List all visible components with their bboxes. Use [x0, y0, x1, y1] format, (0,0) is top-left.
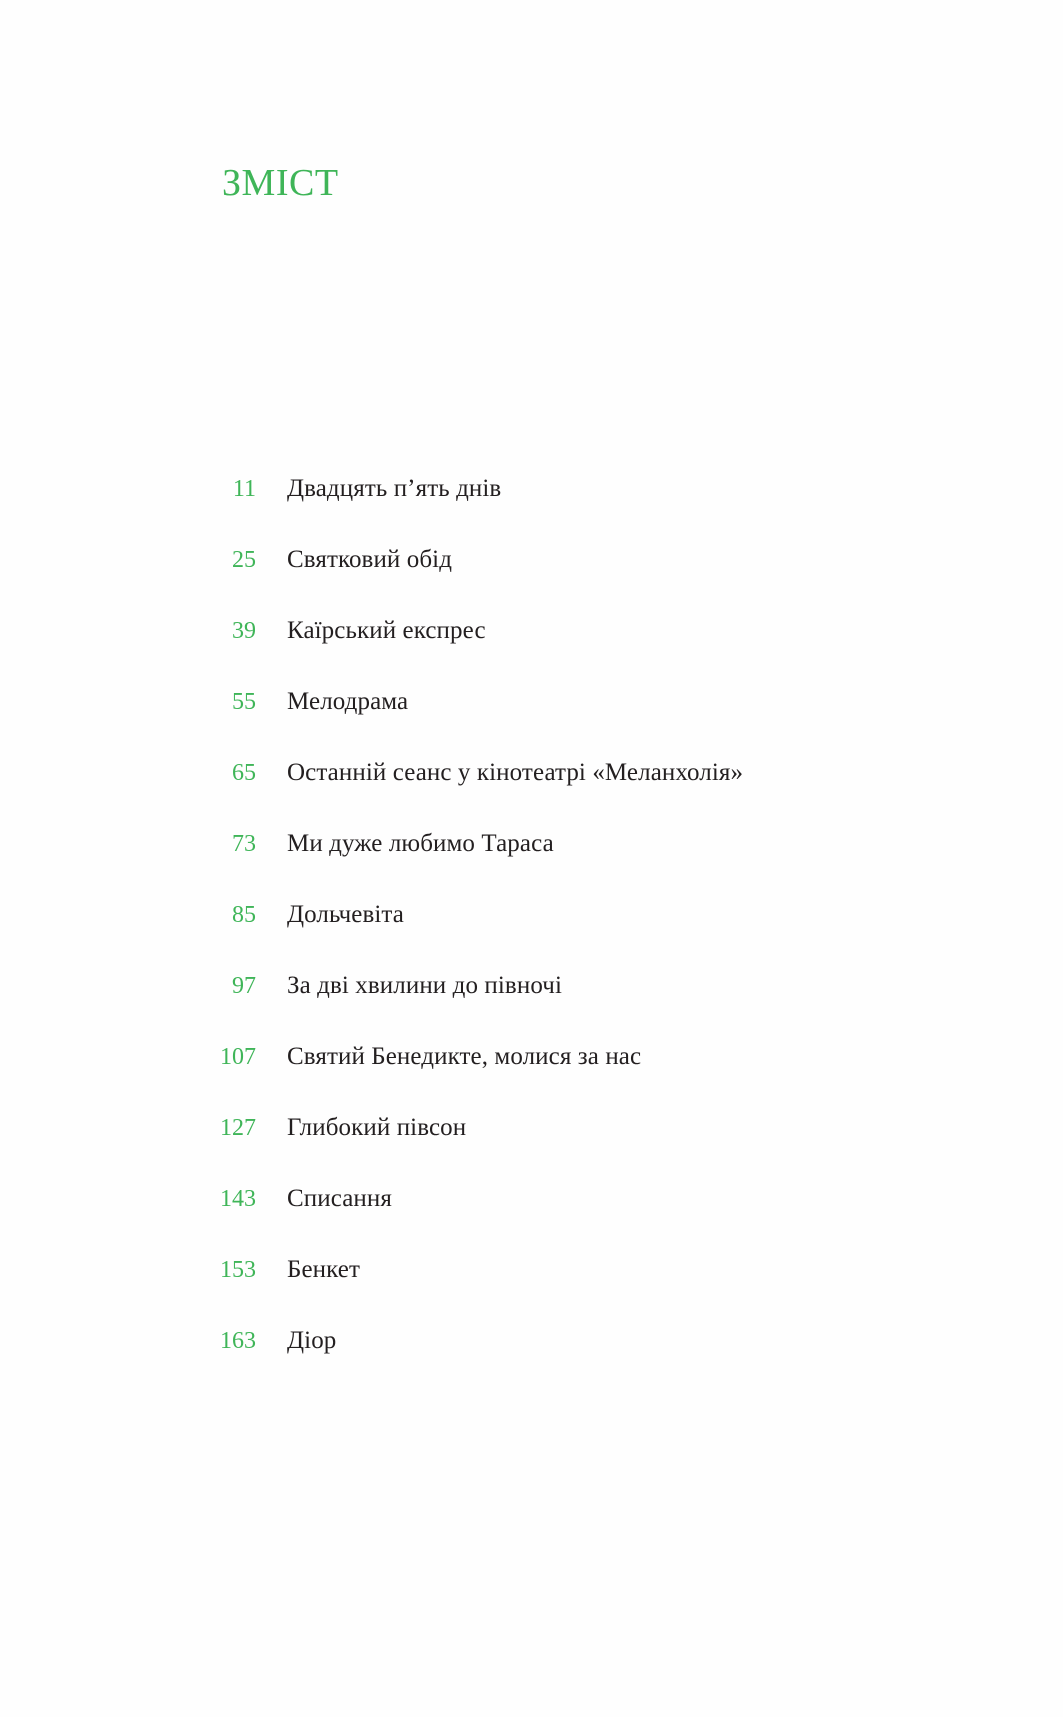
- toc-entry[interactable]: [0, 1324, 1063, 1395]
- toc-entry[interactable]: [0, 543, 1063, 614]
- toc-entry[interactable]: [0, 827, 1063, 898]
- toc-page-number: 85: [232, 902, 256, 928]
- toc-page-number: 73: [232, 831, 256, 857]
- toc-entry[interactable]: [0, 472, 1063, 543]
- toc-entry-title: Бенкет: [287, 1256, 360, 1283]
- toc-page-number: 39: [232, 618, 256, 644]
- toc-entry[interactable]: [0, 898, 1063, 969]
- toc-page-number: 25: [232, 547, 256, 573]
- toc-entry[interactable]: [0, 1182, 1063, 1253]
- toc-entry[interactable]: [0, 756, 1063, 827]
- table-of-contents-list: [0, 472, 1063, 1395]
- toc-entry-title: Дольчевіта: [287, 901, 404, 928]
- toc-entry[interactable]: [0, 969, 1063, 1040]
- toc-entry-title: Мелодрама: [287, 688, 409, 715]
- toc-page-number: 143: [220, 1186, 256, 1212]
- toc-entry-title: Ми дуже любимо Тараса: [287, 830, 554, 857]
- toc-entry-title: Діор: [287, 1327, 337, 1354]
- toc-entry[interactable]: [0, 614, 1063, 685]
- toc-entry[interactable]: [0, 1253, 1063, 1324]
- toc-entry-title: За дві хвилини до півночі: [287, 972, 562, 999]
- toc-page-number: 163: [220, 1328, 256, 1354]
- toc-entry-title: Списання: [287, 1185, 392, 1212]
- toc-page-number: 127: [220, 1115, 256, 1141]
- toc-entry[interactable]: [0, 1111, 1063, 1182]
- page-title: ЗМІСТ: [222, 162, 339, 204]
- toc-entry-title: Каїрський експрес: [287, 617, 486, 644]
- toc-entry[interactable]: [0, 1040, 1063, 1111]
- toc-entry[interactable]: [0, 685, 1063, 756]
- toc-page-number: 97: [232, 973, 256, 999]
- toc-page-number: 55: [232, 689, 256, 715]
- toc-entry-title: Глибокий півсон: [287, 1114, 467, 1141]
- toc-entry-title: Двадцять п’ять днів: [287, 475, 502, 502]
- toc-page-number: 11: [232, 476, 256, 502]
- toc-page-number: 65: [232, 760, 256, 786]
- toc-page-number: 153: [220, 1257, 256, 1283]
- toc-entry-title: Святковий обід: [287, 546, 453, 573]
- toc-page-number: 107: [220, 1044, 256, 1070]
- toc-entry-title: Останній сеанс у кінотеатрі «Меланхолія»: [287, 759, 744, 786]
- toc-entry-title: Святий Бенедикте, молися за нас: [287, 1043, 642, 1070]
